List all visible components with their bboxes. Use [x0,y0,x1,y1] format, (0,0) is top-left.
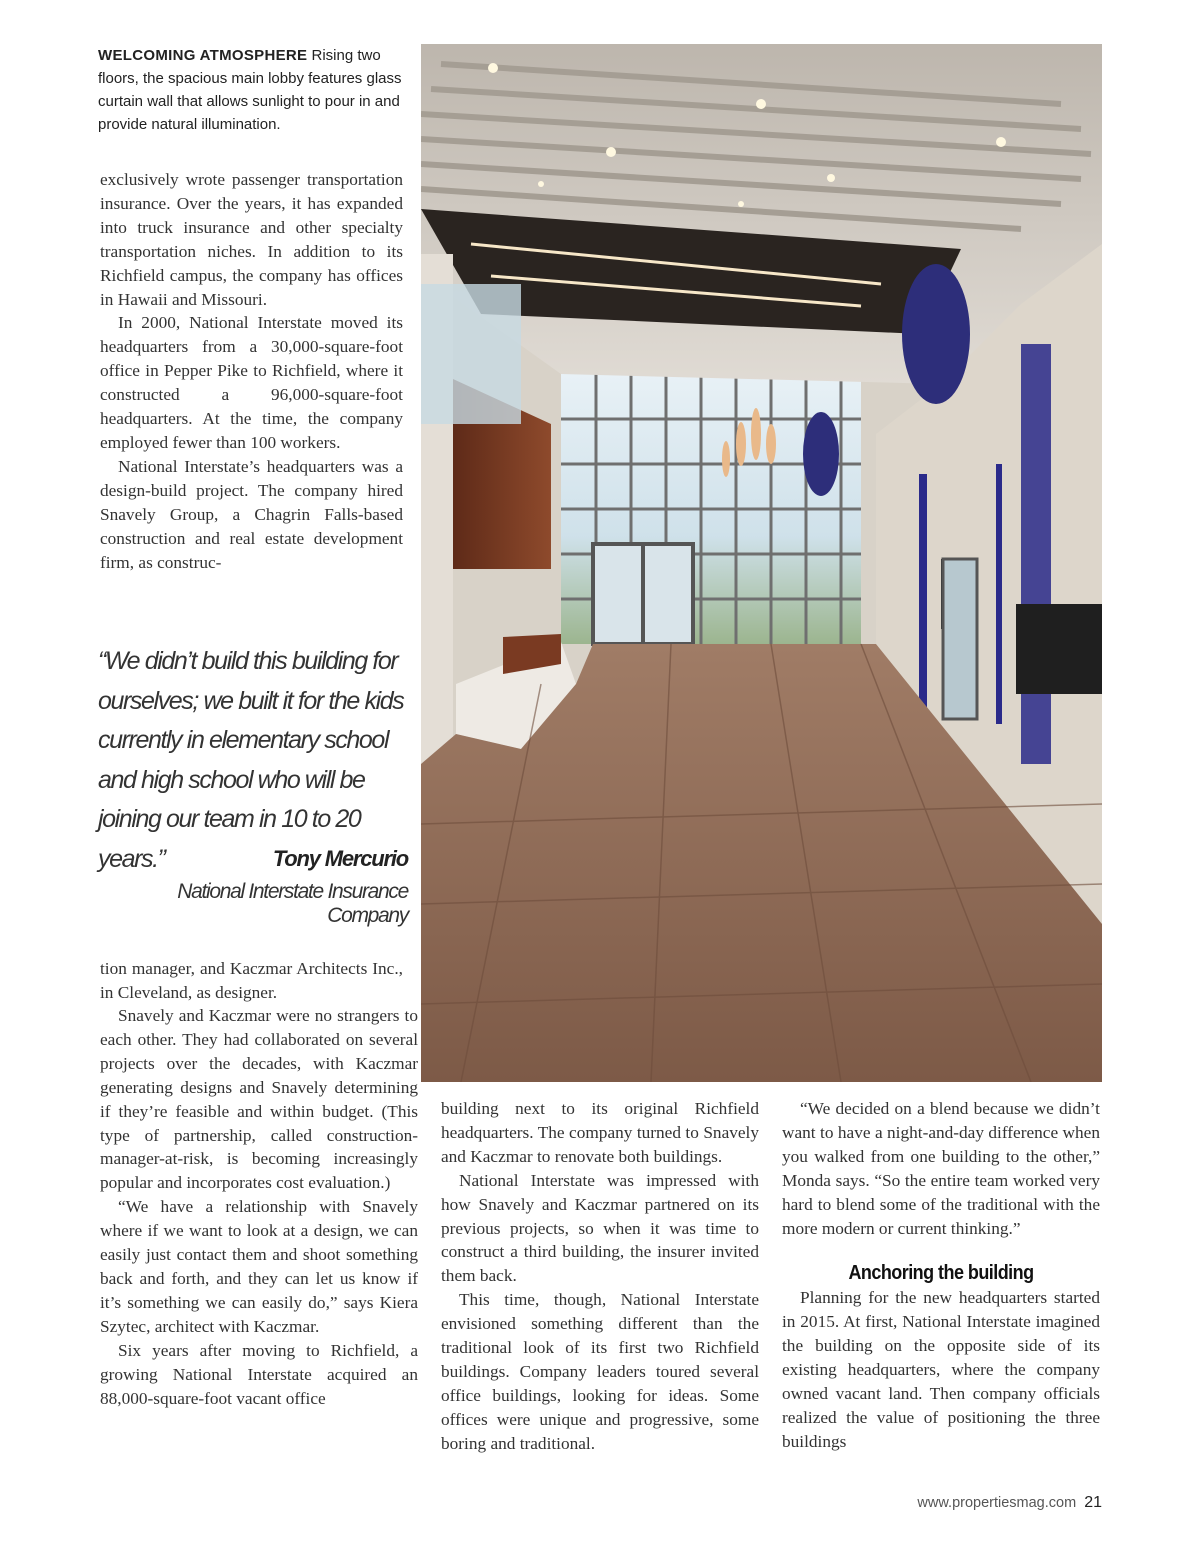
caption-text: Rising two floors, the spacious main lobby features glass curtain wall that allows sunlight to pour in and provide natural illumination. [98,47,402,133]
page-number: 21 [1084,1494,1102,1511]
paragraph: building next to its original Richfield headquarters. The company turned to Snavely and Kaczmar to renovate both buildings. [441,1099,759,1166]
quote-attribution-org: National Interstate Insurance Company [177,880,408,927]
photo-caption [98,44,416,136]
lobby-illustration [421,44,1102,1082]
column-2 [441,1097,759,1456]
page-footer [917,1494,1102,1512]
footer-url: www.propertiesmag.com [917,1495,1077,1511]
paragraph: In 2000, National Interstate moved its headquarters from a 30,000-square-foot office in Pepper Pike to Richfield, where it constructed a 96,000-square-foot headquarters. At the time, the company employed fewer than 100 workers. [100,313,403,452]
paragraph: exclusively wrote passenger transportation insurance. Over the years, it has expanded into truck insurance and other specialty transportation niches. In addition to its Richfield campus, the company has offices in Hawaii and Missouri. [100,170,403,309]
column-3 [782,1097,1100,1454]
section-subhead: Anchoring the building [848,1262,1034,1285]
paragraph: “We have a relationship with Snavely where if we want to look at a design, we can easily just contact them and shoot something back and forth, and they can let us know if it’s something we can easily do,” says Kiera Szytec, architect with Kaczmar. [100,1197,418,1336]
lobby-photo [421,44,1102,1082]
paragraph: National Interstate was impressed with how Snavely and Kaczmar partnered on its previous projects, so when it was time to construct a third building, the insurer invited them back. [441,1170,759,1286]
paragraph: tion manager, and Kaczmar Architects Inc., in Cleveland, as designer. [100,959,403,1002]
paragraph: Six years after moving to Richfield, a growing National Interstate acquired an 88,000-square-foot vacant office [100,1340,418,1408]
paragraph: Planning for the new headquarters started in 2015. At first, National Interstate imagined the building on the opposite side of its existing headquarters, where the company owned vacant land. Then company officials realized the value of positioning the three buildings [782,1288,1100,1451]
pull-quote: “We didn’t build this building for ourselves; we built it for the kids currently in elementary school and high school who will be joining our team in 10 to 20 years.” [98,647,404,873]
column-1-mid [100,957,403,1005]
caption-lead: WELCOMING ATMOSPHERE [98,47,308,64]
paragraph: Snavely and Kaczmar were no strangers to each other. They had collaborated on several projects over the decades, with Kaczmar generating designs and Snavely determining if they’re feasible and within budget. (This type of partnership, called construction-manager-at-risk, is becoming increasingly popular and incorporates cost evaluation.) [100,1006,418,1193]
paragraph: “We decided on a blend because we didn’t want to have a night-and-day difference when you walked from one building to the other,” Monda says. “So the entire team worked very hard to blend some of the traditional with the more modern or current thinking.” [782,1099,1100,1238]
quote-attribution-name: Tony Mercurio [272,846,408,871]
column-1-top [100,168,403,574]
paragraph: National Interstate’s headquarters was a design-build project. The company hired Snavely Group, a Chagrin Falls-based construction and real estate development firm, as construc- [100,456,403,572]
column-1-bottom [100,1004,418,1410]
paragraph: This time, though, National Interstate envisioned something different than the traditional look of its first two Richfield buildings. Company leaders toured several office buildings, looking for ideas. Some offices were unique and progressive, some boring and traditional. [441,1290,759,1453]
